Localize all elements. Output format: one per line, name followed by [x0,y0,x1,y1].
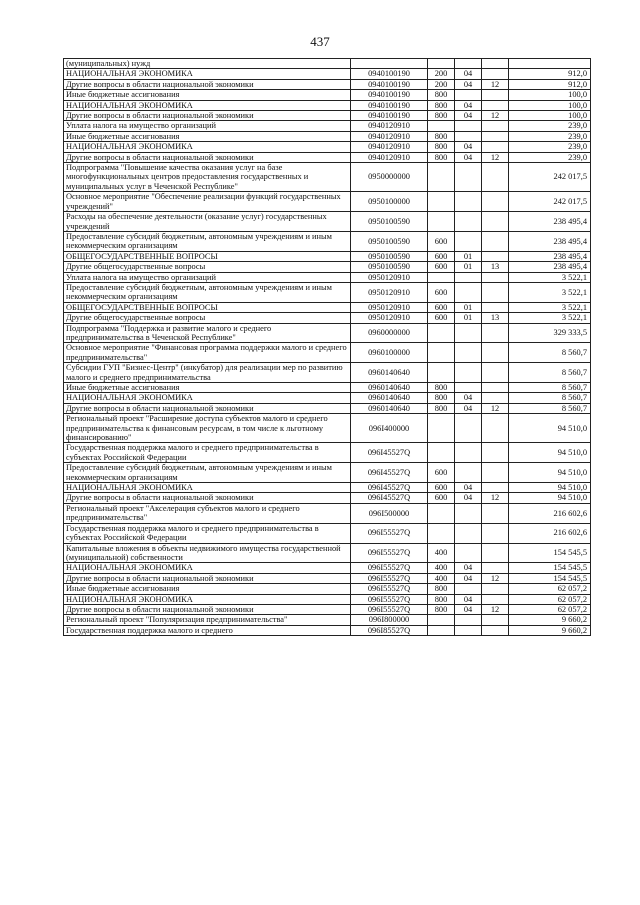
cell-section: 04 [455,152,482,162]
table-row [64,463,591,483]
cell-subsection [482,584,509,594]
cell-expense-type: 600 [428,231,455,251]
cell-expense-type [428,163,455,192]
cell-target-article: 0940120910 [351,131,428,141]
cell-target-article: 096I55527Q [351,594,428,604]
cell-name: Предоставление субсидий бюджетным, автономным учреждениям и иным некоммерческим организациям [64,231,351,251]
table-row [64,383,591,393]
cell-name: Другие вопросы в области национальной экономики [64,152,351,162]
cell-amount: 242 017,5 [509,163,591,192]
cell-target-article: 096I45527Q [351,463,428,483]
table-row [64,493,591,503]
cell-name: Иные бюджетные ассигнования [64,131,351,141]
cell-section: 01 [455,262,482,272]
cell-expense-type [428,192,455,212]
table-row [64,573,591,583]
cell-target-article: 0940120910 [351,121,428,131]
cell-subsection: 12 [482,152,509,162]
cell-section: 04 [455,69,482,79]
cell-name: Другие общегосударственные вопросы [64,313,351,323]
cell-target-article: 096I45527Q [351,493,428,503]
cell-amount: 8 560,7 [509,343,591,363]
cell-amount: 216 602,6 [509,523,591,543]
cell-subsection [482,142,509,152]
cell-section [455,212,482,232]
table-row [64,131,591,141]
cell-subsection: 13 [482,262,509,272]
cell-target-article: 096I55527Q [351,543,428,563]
table-row [64,323,591,343]
cell-subsection [482,563,509,573]
table-body [64,59,591,636]
cell-name: Региональный проект "Расширение доступа субъектов малого и среднего предпринимательства к финансовым ресурсам, в том числе к льготному финансированию" [64,414,351,443]
cell-target-article: 0950120910 [351,302,428,312]
cell-subsection [482,59,509,69]
cell-subsection [482,463,509,483]
cell-subsection: 12 [482,573,509,583]
table-row [64,142,591,152]
cell-target-article: 0950100590 [351,262,428,272]
cell-target-article: 0940100190 [351,90,428,100]
table-row [64,523,591,543]
cell-expense-type: 400 [428,573,455,583]
cell-target-article: 0950100000 [351,192,428,212]
cell-target-article: 0950100590 [351,251,428,261]
cell-name: Расходы на обеспечение деятельности (оказание услуг) государственных учреждений [64,212,351,232]
cell-expense-type: 600 [428,302,455,312]
cell-subsection [482,523,509,543]
table-row [64,100,591,110]
cell-amount: 94 510,0 [509,463,591,483]
cell-section [455,463,482,483]
cell-subsection [482,272,509,282]
table-row [64,563,591,573]
cell-expense-type [428,363,455,383]
cell-name: Иные бюджетные ассигнования [64,584,351,594]
table-row [64,69,591,79]
cell-expense-type: 800 [428,131,455,141]
table-row [64,121,591,131]
table-row [64,152,591,162]
cell-amount: 912,0 [509,69,591,79]
cell-amount: 62 057,2 [509,604,591,614]
cell-name: НАЦИОНАЛЬНАЯ ЭКОНОМИКА [64,100,351,110]
cell-name: Государственная поддержка малого и среднего [64,625,351,635]
cell-target-article: 096I55527Q [351,573,428,583]
cell-amount: 94 510,0 [509,493,591,503]
table-row [64,543,591,563]
cell-name: НАЦИОНАЛЬНАЯ ЭКОНОМИКА [64,142,351,152]
cell-expense-type [428,59,455,69]
cell-target-article: 0960000000 [351,323,428,343]
cell-subsection [482,363,509,383]
cell-name: Государственная поддержка малого и среднего предпринимательства в субъектах Российской Федерации [64,443,351,463]
cell-subsection [482,543,509,563]
cell-amount: 9 660,2 [509,625,591,635]
cell-name: Предоставление субсидий бюджетным, автономным учреждениям и иным некоммерческим организациям [64,463,351,483]
cell-name: Государственная поддержка малого и среднего предпринимательства в субъектах Российской Федерации [64,523,351,543]
table-row [64,262,591,272]
cell-amount: 94 510,0 [509,483,591,493]
cell-target-article: 0960140640 [351,393,428,403]
cell-section [455,543,482,563]
cell-subsection [482,212,509,232]
cell-section: 04 [455,483,482,493]
cell-subsection [482,69,509,79]
table-row [64,403,591,413]
cell-subsection [482,251,509,261]
cell-name: Другие вопросы в области национальной экономики [64,403,351,413]
cell-name: Подпрограмма "Повышение качества оказания услуг на базе многофункциональных центров предоставления государственных и муниципальных услуг в Чеченской Республике" [64,163,351,192]
table-row [64,363,591,383]
cell-amount: 238 495,4 [509,251,591,261]
cell-expense-type: 200 [428,69,455,79]
cell-section [455,59,482,69]
table-row [64,343,591,363]
cell-name: НАЦИОНАЛЬНАЯ ЭКОНОМИКА [64,563,351,573]
cell-amount: 8 560,7 [509,363,591,383]
table-row [64,594,591,604]
cell-subsection [482,100,509,110]
cell-section [455,282,482,302]
cell-expense-type: 400 [428,563,455,573]
cell-section: 01 [455,302,482,312]
cell-target-article: 0950120910 [351,282,428,302]
cell-target-article: 0960140640 [351,363,428,383]
cell-target-article: 096I800000 [351,615,428,625]
table-row [64,111,591,121]
cell-expense-type [428,615,455,625]
cell-amount: 912,0 [509,79,591,89]
budget-table [63,58,591,636]
cell-target-article: 096I55527Q [351,584,428,594]
cell-target-article: 0940100190 [351,79,428,89]
cell-subsection [482,625,509,635]
cell-expense-type: 600 [428,262,455,272]
cell-subsection [482,594,509,604]
cell-section: 01 [455,251,482,261]
cell-target-article: 0950100590 [351,231,428,251]
cell-expense-type [428,121,455,131]
cell-amount: 3 522,1 [509,282,591,302]
cell-expense-type: 600 [428,463,455,483]
cell-name: НАЦИОНАЛЬНАЯ ЭКОНОМИКА [64,483,351,493]
cell-target-article: 0950120910 [351,313,428,323]
cell-section [455,503,482,523]
cell-subsection [482,483,509,493]
cell-expense-type: 600 [428,493,455,503]
cell-name: Другие вопросы в области национальной экономики [64,79,351,89]
cell-subsection [482,131,509,141]
table-row [64,272,591,282]
cell-name: Другие вопросы в области национальной экономики [64,493,351,503]
cell-expense-type [428,212,455,232]
cell-section [455,121,482,131]
cell-amount: 239,0 [509,152,591,162]
cell-amount: 62 057,2 [509,584,591,594]
cell-name: Другие вопросы в области национальной экономики [64,573,351,583]
cell-amount: 154 545,5 [509,573,591,583]
table-row [64,604,591,614]
cell-subsection [482,615,509,625]
cell-section [455,584,482,594]
cell-expense-type: 800 [428,584,455,594]
cell-target-article: 0940120910 [351,152,428,162]
table-row [64,414,591,443]
cell-section: 04 [455,393,482,403]
cell-name: Другие вопросы в области национальной экономики [64,111,351,121]
cell-amount: 238 495,4 [509,231,591,251]
cell-expense-type [428,343,455,363]
cell-section [455,523,482,543]
cell-name: Основное мероприятие "Финансовая программа поддержки малого и среднего предпринимательства" [64,343,351,363]
cell-target-article: 0960140640 [351,383,428,393]
cell-name: НАЦИОНАЛЬНАЯ ЭКОНОМИКА [64,69,351,79]
cell-subsection: 12 [482,111,509,121]
cell-expense-type: 800 [428,100,455,110]
cell-amount: 3 522,1 [509,302,591,312]
cell-name: Основное мероприятие "Обеспечение реализации функций государственных учреждений" [64,192,351,212]
cell-subsection [482,383,509,393]
cell-subsection [482,323,509,343]
cell-amount: 329 333,5 [509,323,591,343]
cell-expense-type [428,272,455,282]
cell-subsection [482,503,509,523]
cell-section [455,343,482,363]
cell-amount: 154 545,5 [509,563,591,573]
cell-section: 04 [455,573,482,583]
cell-name: Капитальные вложения в объекты недвижимого имущества государственной (муниципальной) собственности [64,543,351,563]
cell-expense-type [428,523,455,543]
cell-expense-type: 800 [428,393,455,403]
cell-target-article: 0950100590 [351,212,428,232]
cell-section: 01 [455,313,482,323]
cell-expense-type: 800 [428,111,455,121]
cell-subsection [482,343,509,363]
table-row [64,90,591,100]
cell-amount: 216 602,6 [509,503,591,523]
cell-target-article: 0950120910 [351,272,428,282]
cell-amount: 62 057,2 [509,594,591,604]
cell-target-article: 096I400000 [351,414,428,443]
cell-amount: 94 510,0 [509,414,591,443]
cell-section: 04 [455,563,482,573]
cell-section: 04 [455,142,482,152]
cell-amount: 154 545,5 [509,543,591,563]
cell-section [455,90,482,100]
cell-name: Подпрограмма "Поддержка и развитие малого и среднего предпринимательства в Чеченской Республике" [64,323,351,343]
cell-name: ОБЩЕГОСУДАРСТВЕННЫЕ ВОПРОСЫ [64,251,351,261]
cell-amount: 3 522,1 [509,313,591,323]
cell-target-article: 096I55527Q [351,563,428,573]
cell-subsection: 13 [482,313,509,323]
cell-name: НАЦИОНАЛЬНАЯ ЭКОНОМИКА [64,594,351,604]
cell-expense-type [428,443,455,463]
cell-section: 04 [455,403,482,413]
cell-section: 04 [455,111,482,121]
cell-subsection [482,443,509,463]
cell-expense-type [428,503,455,523]
cell-section [455,323,482,343]
cell-expense-type: 800 [428,604,455,614]
table-row [64,231,591,251]
cell-target-article: 096I45527Q [351,443,428,463]
cell-target-article: 0940100190 [351,111,428,121]
cell-amount: 239,0 [509,121,591,131]
cell-target-article: 096I45527Q [351,483,428,493]
cell-expense-type: 800 [428,142,455,152]
cell-target-article: 0960100000 [351,343,428,363]
table-row [64,251,591,261]
cell-target-article: 096I55527Q [351,523,428,543]
cell-subsection [482,231,509,251]
cell-amount: 9 660,2 [509,615,591,625]
cell-section: 04 [455,594,482,604]
cell-section [455,615,482,625]
cell-expense-type: 800 [428,403,455,413]
cell-amount: 242 017,5 [509,192,591,212]
cell-name: НАЦИОНАЛЬНАЯ ЭКОНОМИКА [64,393,351,403]
cell-section [455,131,482,141]
cell-subsection: 12 [482,604,509,614]
cell-subsection [482,163,509,192]
cell-expense-type: 800 [428,152,455,162]
table-row [64,393,591,403]
cell-subsection [482,393,509,403]
cell-expense-type: 800 [428,383,455,393]
cell-section [455,163,482,192]
cell-amount: 8 560,7 [509,383,591,393]
cell-target-article: 0950000000 [351,163,428,192]
cell-expense-type [428,323,455,343]
cell-subsection [482,121,509,131]
page-number: 437 [310,34,330,49]
table-row [64,584,591,594]
cell-section [455,443,482,463]
table-row [64,59,591,69]
cell-subsection [482,282,509,302]
table-row [64,313,591,323]
cell-section [455,414,482,443]
cell-name: ОБЩЕГОСУДАРСТВЕННЫЕ ВОПРОСЫ [64,302,351,312]
cell-subsection [482,414,509,443]
cell-subsection [482,90,509,100]
cell-amount: 239,0 [509,131,591,141]
cell-target-article [351,59,428,69]
table-row [64,212,591,232]
table-row [64,443,591,463]
cell-expense-type: 600 [428,251,455,261]
cell-amount: 100,0 [509,100,591,110]
cell-target-article: 096I85527Q [351,625,428,635]
cell-amount: 238 495,4 [509,212,591,232]
table-row [64,302,591,312]
cell-subsection: 12 [482,403,509,413]
cell-expense-type: 600 [428,313,455,323]
cell-section: 04 [455,493,482,503]
cell-expense-type: 600 [428,282,455,302]
cell-target-article: 0940100190 [351,100,428,110]
cell-expense-type: 600 [428,483,455,493]
cell-section [455,383,482,393]
cell-amount: 8 560,7 [509,393,591,403]
cell-name: Предоставление субсидий бюджетным, автономным учреждениям и иным некоммерческим организациям [64,282,351,302]
cell-name: Субсидии ГУП "Бизнес-Центр" (инкубатор) для реализации мер по развитию малого и среднего предпринимательства [64,363,351,383]
cell-name: (муниципальных) нужд [64,59,351,69]
cell-name: Иные бюджетные ассигнования [64,383,351,393]
table-row [64,625,591,635]
cell-amount: 238 495,4 [509,262,591,272]
table-row [64,79,591,89]
cell-target-article: 0940100190 [351,69,428,79]
cell-section [455,363,482,383]
cell-section: 04 [455,604,482,614]
cell-section [455,625,482,635]
cell-section [455,231,482,251]
cell-target-article: 0960140640 [351,403,428,413]
cell-name: Уплата налога на имущество организаций [64,272,351,282]
cell-name: Другие вопросы в области национальной экономики [64,604,351,614]
cell-amount: 94 510,0 [509,443,591,463]
cell-subsection [482,302,509,312]
cell-expense-type [428,414,455,443]
cell-name: Региональный проект "Популяризация предпринимательства" [64,615,351,625]
cell-section [455,272,482,282]
cell-amount: 100,0 [509,111,591,121]
cell-name: Иные бюджетные ассигнования [64,90,351,100]
cell-expense-type: 800 [428,90,455,100]
cell-expense-type: 800 [428,594,455,604]
cell-expense-type: 200 [428,79,455,89]
cell-expense-type: 400 [428,543,455,563]
cell-name: Другие общегосударственные вопросы [64,262,351,272]
cell-name: Региональный проект "Акселерация субъектов малого и среднего предпринимательства" [64,503,351,523]
cell-amount: 100,0 [509,90,591,100]
table-row [64,282,591,302]
cell-subsection: 12 [482,493,509,503]
table-row [64,615,591,625]
cell-section: 04 [455,100,482,110]
table-row [64,483,591,493]
cell-amount: 8 560,7 [509,403,591,413]
table-row [64,163,591,192]
table-row [64,192,591,212]
table-row [64,503,591,523]
cell-subsection [482,192,509,212]
cell-expense-type [428,625,455,635]
cell-amount: 3 522,1 [509,272,591,282]
cell-subsection: 12 [482,79,509,89]
cell-section: 04 [455,79,482,89]
cell-target-article: 096I500000 [351,503,428,523]
cell-target-article: 096I55527Q [351,604,428,614]
cell-name: Уплата налога на имущество организаций [64,121,351,131]
cell-section [455,192,482,212]
cell-amount: 239,0 [509,142,591,152]
cell-amount [509,59,591,69]
cell-target-article: 0940120910 [351,142,428,152]
